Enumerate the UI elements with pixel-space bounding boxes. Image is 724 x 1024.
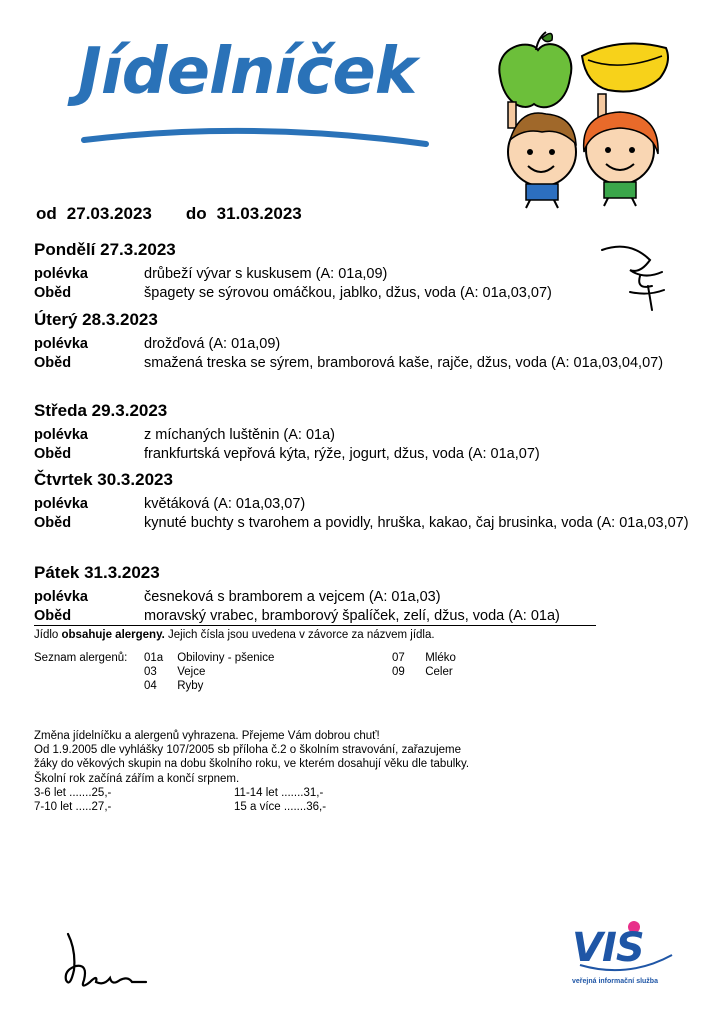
soup-row [34, 588, 694, 607]
price-item: 11-14 let .......31,- [234, 787, 324, 799]
lunch-text: kynuté buchty s tvarohem a povidly, hruška, kakao, čaj brusinka, voda (A: 01a,03,07) [144, 515, 689, 531]
soup-text: česneková s bramborem a vejcem (A: 01a,03) [144, 589, 441, 605]
allergen-item [144, 680, 203, 692]
allergen-item [392, 666, 453, 678]
allergen-note [34, 625, 596, 641]
allergen-name: Vejce [177, 666, 206, 678]
soup-text: drožďová (A: 01a,09) [144, 336, 281, 352]
lunch-row [34, 354, 694, 373]
allergen-name: Celer [425, 666, 453, 678]
allergen-name: Mléko [425, 652, 456, 664]
day-title: Čtvrtek 30.3.2023 [34, 470, 173, 489]
lunch-row [34, 514, 694, 533]
allergen-note-prefix: Jídlo [34, 629, 59, 641]
kids-fruit-illustration [490, 28, 680, 210]
lunch-row [34, 445, 694, 464]
day-title: Pátek 31.3.2023 [34, 563, 160, 582]
lunch-label: Oběd [34, 515, 72, 531]
lunch-text: frankfurtská vepřová kýta, rýže, jogurt, džus, voda (A: 01a,07) [144, 446, 540, 462]
soup-row [34, 495, 694, 514]
to-label: do [185, 204, 207, 223]
vis-logo-tagline: veřejná informační služba [572, 978, 658, 985]
allergen-name: Ryby [177, 680, 204, 692]
day-monday [34, 239, 694, 303]
allergen-code: 07 [392, 652, 405, 664]
lunch-label: Oběd [34, 285, 72, 301]
from-label: od [36, 204, 57, 223]
lunch-row [34, 607, 694, 626]
vis-logo [568, 915, 678, 995]
footer-line: Školní rok začíná zářím a končí srpnem. [34, 772, 240, 785]
soup-label: polévka [34, 266, 88, 282]
soup-label: polévka [34, 496, 88, 512]
footer-line: Změna jídelníčku a alergenů vyhrazena. Přejeme Vám dobrou chuť! [34, 730, 380, 742]
price-item: 3-6 let .......25,- [34, 787, 112, 799]
soup-label: polévka [34, 336, 88, 352]
from-date: 27.03.2023 [66, 204, 152, 223]
soup-label: polévka [34, 427, 88, 443]
day-title: Úterý 28.3.2023 [34, 310, 158, 329]
day-tuesday [34, 309, 694, 373]
title-swoosh [80, 118, 430, 158]
day-title: Středa 29.3.2023 [34, 401, 168, 420]
footer-line: Od 1.9.2005 dle vyhlášky 107/2005 sb příloha č.2 o školním stravování, zařazujeme [34, 744, 462, 757]
soup-text: květáková (A: 01a,03,07) [144, 496, 306, 512]
soup-text: drůbeží vývar s kuskusem (A: 01a,09) [144, 266, 388, 282]
allergen-item [144, 666, 205, 678]
allergen-code: 01a [144, 652, 164, 664]
lunch-text: smažená treska se sýrem, bramborová kaše, rajče, džus, voda (A: 01a,03,04,07) [144, 355, 664, 371]
lunch-label: Oběd [34, 355, 72, 371]
lunch-text: moravský vrabec, bramborový špalíček, zelí, džus, voda (A: 01a) [144, 608, 560, 624]
menu-title: Jídelníček [78, 35, 417, 109]
price-item: 7-10 let .....27,- [34, 801, 112, 813]
soup-row [34, 426, 694, 445]
allergen-name: Obiloviny - pšenice [177, 652, 275, 664]
allergen-code: 04 [144, 680, 157, 692]
allergen-item [144, 652, 274, 664]
to-date: 31.03.2023 [216, 204, 302, 223]
footer-line: žáky do věkových skupin na dobu školního roku, ve kterém dosahují věku dle tabulky. [34, 758, 470, 771]
soup-label: polévka [34, 589, 88, 605]
vis-logo-letters: VIS [572, 925, 644, 971]
allergen-code: 03 [144, 666, 157, 678]
allergen-note-bold: obsahuje alergeny. [61, 629, 165, 641]
lunch-label: Oběd [34, 608, 72, 624]
soup-row [34, 335, 694, 354]
lunch-label: Oběd [34, 446, 72, 462]
day-wednesday [34, 400, 694, 464]
lunch-row [34, 284, 694, 303]
signature-bottom [62, 930, 152, 994]
soup-row [34, 265, 694, 284]
day-thursday [34, 469, 694, 533]
day-title: Pondělí 27.3.2023 [34, 240, 176, 259]
date-range [36, 204, 302, 224]
allergen-note-suffix: Jejich čísla jsou uvedena v závorce za názvem jídla. [168, 629, 435, 641]
lunch-text: špagety se sýrovou omáčkou, jablko, džus, voda (A: 01a,03,07) [144, 285, 552, 301]
day-friday [34, 562, 694, 626]
footer-notes [34, 729, 469, 786]
price-item: 15 a více .......36,- [234, 801, 327, 813]
allergen-item [392, 652, 456, 664]
soup-text: z míchaných luštěnin (A: 01a) [144, 427, 336, 443]
allergen-list-caption: Seznam alergenů: [34, 652, 128, 664]
allergen-code: 09 [392, 666, 405, 678]
